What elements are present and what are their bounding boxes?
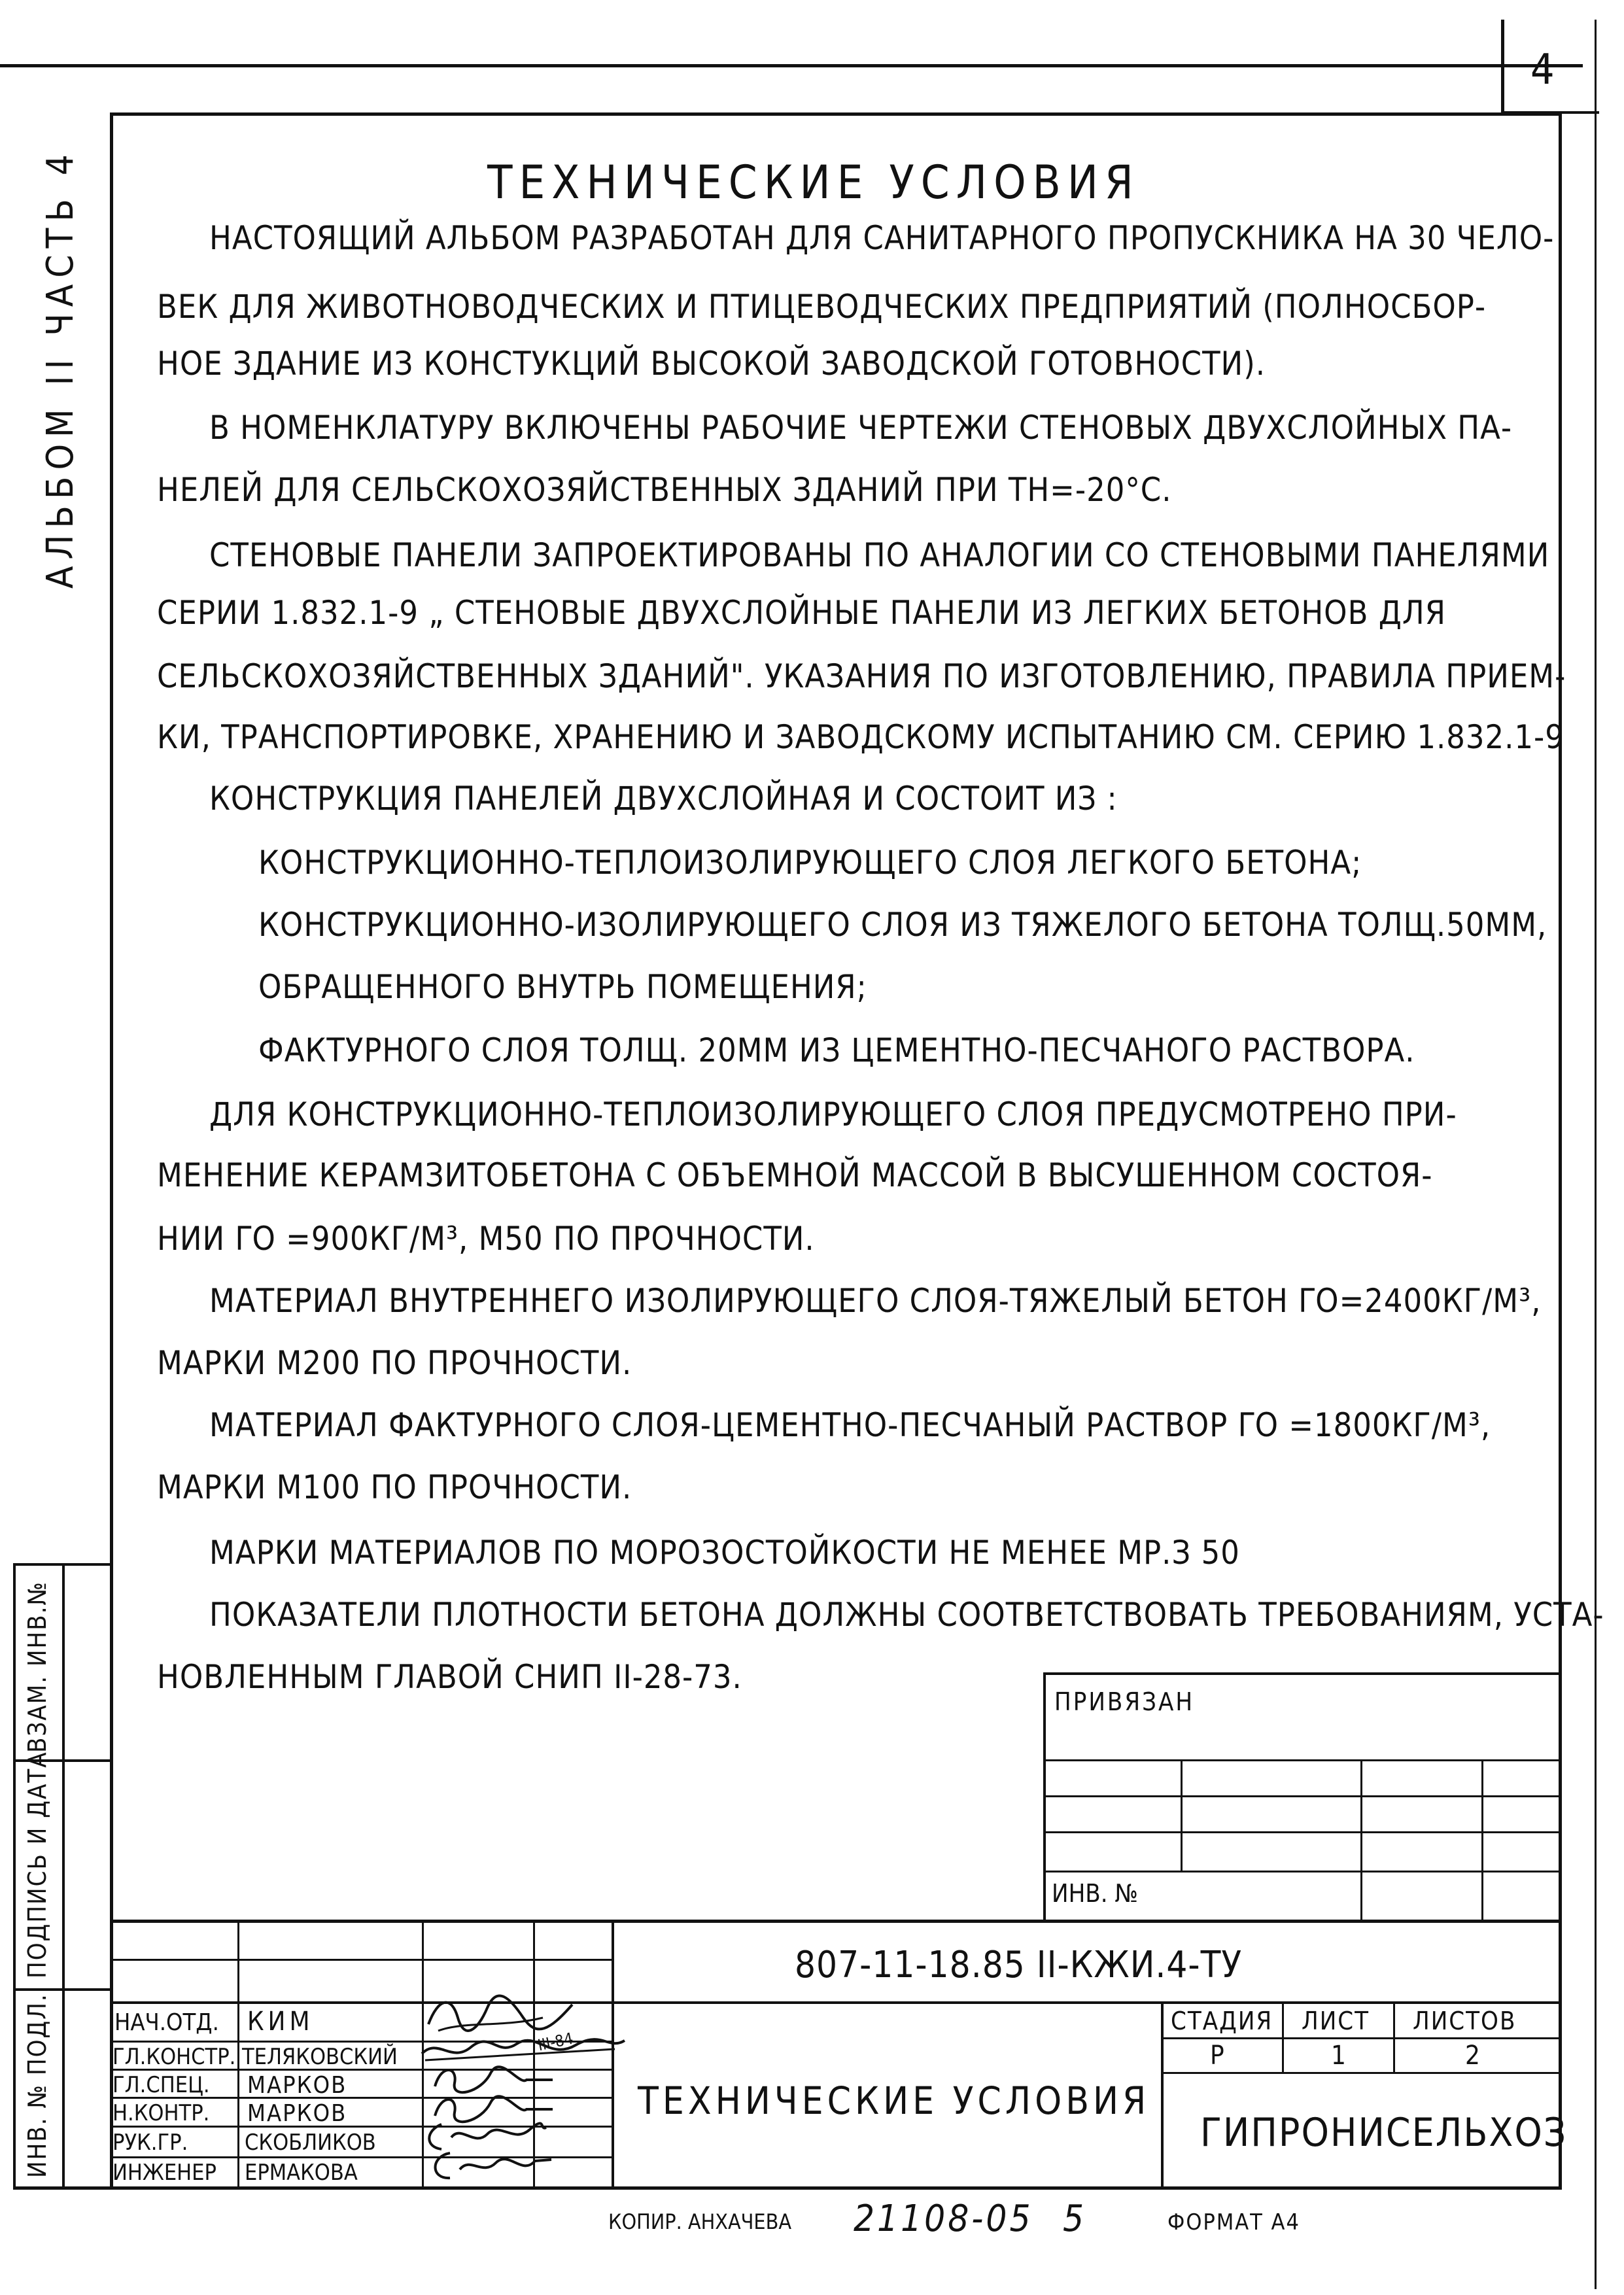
body-line: МАРКИ М200 ПО ПРОЧНОСТИ. <box>157 1344 632 1382</box>
organization: ГИПРОНИСЕЛЬХОЗ <box>1200 2110 1568 2156</box>
stage-label: СТАДИЯ <box>1171 2007 1273 2035</box>
body-line: НЕЛЕЙ ДЛЯ СЕЛЬСКОХОЗЯЙСТВЕННЫХ ЗДАНИЙ ПРИ TН=-20°С. <box>157 471 1172 509</box>
body-line: МАРКИ МАТЕРИАЛОВ ПО МОРОЗОСТОЙКОСТИ НЕ МЕНЕЕ МР.З 50 <box>209 1534 1240 1572</box>
role-name: МАРКОВ <box>247 2072 347 2099</box>
sheets-value: 2 <box>1465 2041 1480 2071</box>
role-name: КИМ <box>247 2007 314 2037</box>
role-label: ИНЖЕНЕР <box>112 2160 216 2186</box>
tb-line <box>1161 2037 1560 2039</box>
body-line: В НОМЕНКЛАТУРУ ВКЛЮЧЕНЫ РАБОЧИЕ ЧЕРТЕЖИ СТЕНОВЫХ ДВУХСЛОЙНЫХ ПА- <box>209 409 1513 447</box>
sheet-value: 1 <box>1331 2041 1346 2071</box>
frame-top <box>110 112 1562 116</box>
body-line: МАРКИ М100 ПО ПРОЧНОСТИ. <box>157 1468 632 1506</box>
tb-line <box>1161 2072 1560 2074</box>
right-edge-line <box>1595 20 1597 2289</box>
body-line: КОНСТРУКЦИЯ ПАНЕЛЕЙ ДВУХСЛОЙНАЯ И СОСТОИТ ИЗ : <box>209 780 1118 818</box>
body-line: КОНСТРУКЦИОННО-ТЕПЛОИЗОЛИРУЮЩЕГО СЛОЯ ЛЕГКОГО БЕТОНА; <box>258 844 1362 882</box>
footer-copier: КОПИР. АНХАЧЕВА <box>608 2209 792 2234</box>
role-label: РУК.ГР. <box>112 2130 188 2156</box>
binding-line <box>1181 1759 1183 1871</box>
top-border <box>0 64 1583 67</box>
tb-line <box>110 1920 1562 1923</box>
role-label: НАЧ.ОТД. <box>114 2009 219 2036</box>
role-label: Н.КОНТР. <box>112 2100 210 2126</box>
body-line: ВЕК ДЛЯ ЖИВОТНОВОДЧЕСКИХ И ПТИЦЕВОДЧЕСКИХ ПРЕДПРИЯТИЙ (ПОЛНОСБОР- <box>157 288 1487 326</box>
sign-date: III-84 <box>536 2029 575 2055</box>
strip-line <box>13 1563 16 2190</box>
body-line: КИ, ТРАНСПОРТИРОВКЕ, ХРАНЕНИЮ И ЗАВОДСКОМУ ИСПЫТАНИЮ СМ. СЕРИЮ 1.832.1-9 <box>157 718 1564 756</box>
sheet-number-box-left <box>1501 20 1504 114</box>
role-name: ТЕЛЯКОВСКИЙ <box>242 2044 398 2070</box>
strip-line <box>13 1563 111 1566</box>
stage-value: Р <box>1210 2041 1224 2071</box>
footer-order-suffix: 5 <box>1063 2198 1084 2240</box>
body-line: СЕЛЬСКОХОЗЯЙСТВЕННЫХ ЗДАНИЙ". УКАЗАНИЯ ПО ИЗГОТОВЛЕНИЮ, ПРАВИЛА ПРИЕМ- <box>157 657 1566 695</box>
role-label: ГЛ.КОНСТР. <box>112 2044 236 2070</box>
body-line: ПОКАЗАТЕЛИ ПЛОТНОСТИ БЕТОНА ДОЛЖНЫ СООТВЕТСТВОВАТЬ ТРЕБОВАНИЯМ, УСТА- <box>209 1596 1604 1634</box>
body-line: СТЕНОВЫЕ ПАНЕЛИ ЗАПРОЕКТИРОВАНЫ ПО АНАЛОГИИ СО СТЕНОВЫМИ ПАНЕЛЯМИ <box>209 536 1550 574</box>
footer-order: 21108-05 <box>854 2198 1033 2240</box>
binding-line <box>1043 1672 1560 1675</box>
tb-line <box>1161 2001 1164 2188</box>
role-name: СКОБЛИКОВ <box>245 2130 376 2156</box>
binding-inv-label: ИНВ. № <box>1052 1879 1139 1908</box>
sheet-number: 4 <box>1530 46 1556 94</box>
body-line: ФАКТУРНОГО СЛОЯ ТОЛЩ. 20ММ ИЗ ЦЕМЕНТНО-ПЕСЧАНОГО РАСТВОРА. <box>258 1031 1415 1069</box>
body-line: МАТЕРИАЛ ФАКТУРНОГО СЛОЯ-ЦЕМЕНТНО-ПЕСЧАНЫЙ РАСТВОР ΓO =1800КГ/М³, <box>209 1406 1491 1444</box>
body-line: КОНСТРУКЦИОННО-ИЗОЛИРУЮЩЕГО СЛОЯ ИЗ ТЯЖЕЛОГО БЕТОНА ТОЛЩ.50ММ, <box>258 906 1547 944</box>
sheets-label: ЛИСТОВ <box>1413 2007 1517 2035</box>
sheet-label: ЛИСТ <box>1302 2007 1370 2035</box>
body-line: ДЛЯ КОНСТРУКЦИОННО-ТЕПЛОИЗОЛИРУЮЩЕГО СЛОЯ ПРЕДУСМОТРЕНО ПРИ- <box>209 1096 1457 1133</box>
body-line: НАСТОЯЩИЙ АЛЬБОМ РАЗРАБОТАН ДЛЯ САНИТАРНОГО ПРОПУСКНИКА НА 30 ЧЕЛО- <box>209 219 1555 257</box>
title-block-doc-title: ТЕХНИЧЕСКИЕ УСЛОВИЯ <box>638 2079 1150 2123</box>
body-line: МЕНЕНИЕ КЕРАМЗИТОБЕТОНА С ОБЪЕМНОЙ МАССОЙ В ВЫСУШЕННОМ СОСТОЯ- <box>157 1156 1433 1194</box>
signature-ermakova <box>424 2147 555 2186</box>
binding-line <box>1360 1759 1362 1920</box>
role-name: МАРКОВ <box>247 2100 347 2127</box>
frame-right <box>1559 112 1562 2189</box>
binding-label: ПРИВЯЗАН <box>1054 1687 1195 1716</box>
binding-line <box>1481 1759 1483 1920</box>
side-label: АЛЬБОМ II ЧАСТЬ 4 <box>39 148 82 589</box>
role-name: ЕРМАКОВА <box>245 2160 358 2186</box>
body-line: МАТЕРИАЛ ВНУТРЕННЕГО ИЗОЛИРУЮЩЕГО СЛОЯ-ТЯЖЕЛЫЙ БЕТОН ΓO=2400КГ/М³, <box>209 1282 1542 1320</box>
tb-line <box>1393 2001 1395 2073</box>
tb-line <box>110 2001 1562 2004</box>
strip-signature-date: ПОДПИСЬ И ДАТА <box>23 1751 52 1978</box>
strip-line <box>62 1563 65 2190</box>
document-code: 807-11-18.85 II-КЖИ.4-ТУ <box>795 1944 1243 1986</box>
frame-left <box>110 112 113 2189</box>
body-line: НИИ ΓO =900КГ/М³, М50 ПО ПРОЧНОСТИ. <box>157 1220 815 1258</box>
tb-line <box>237 1920 239 2188</box>
role-label: ГЛ.СПЕЦ. <box>112 2072 210 2098</box>
footer-format: ФОРМАТ А4 <box>1167 2209 1300 2235</box>
page-title: ТЕХНИЧЕСКИЕ УСЛОВИЯ <box>487 156 1140 209</box>
frame-bottom <box>13 2186 1562 2190</box>
body-line: ОБРАЩЕННОГО ВНУТРЬ ПОМЕЩЕНИЯ; <box>258 968 867 1006</box>
strip-vzam-inv: ВЗАМ. ИНВ.№ <box>23 1580 52 1753</box>
body-line: НОЕ ЗДАНИЕ ИЗ КОНСТУКЦИЙ ВЫСОКОЙ ЗАВОДСКОЙ ГОТОВНОСТИ). <box>157 345 1266 383</box>
tb-line <box>110 1959 613 1961</box>
tb-line <box>1282 2001 1284 2073</box>
body-line: НОВЛЕННЫМ ГЛАВОЙ СНИП II-28-73. <box>157 1658 742 1696</box>
body-line: СЕРИИ 1.832.1-9 „ СТЕНОВЫЕ ДВУХСЛОЙНЫЕ ПАНЕЛИ ИЗ ЛЕГКИХ БЕТОНОВ ДЛЯ <box>157 594 1446 632</box>
strip-line <box>13 1988 111 1991</box>
strip-inv-podl: ИНВ. № ПОДЛ. <box>23 1993 52 2178</box>
